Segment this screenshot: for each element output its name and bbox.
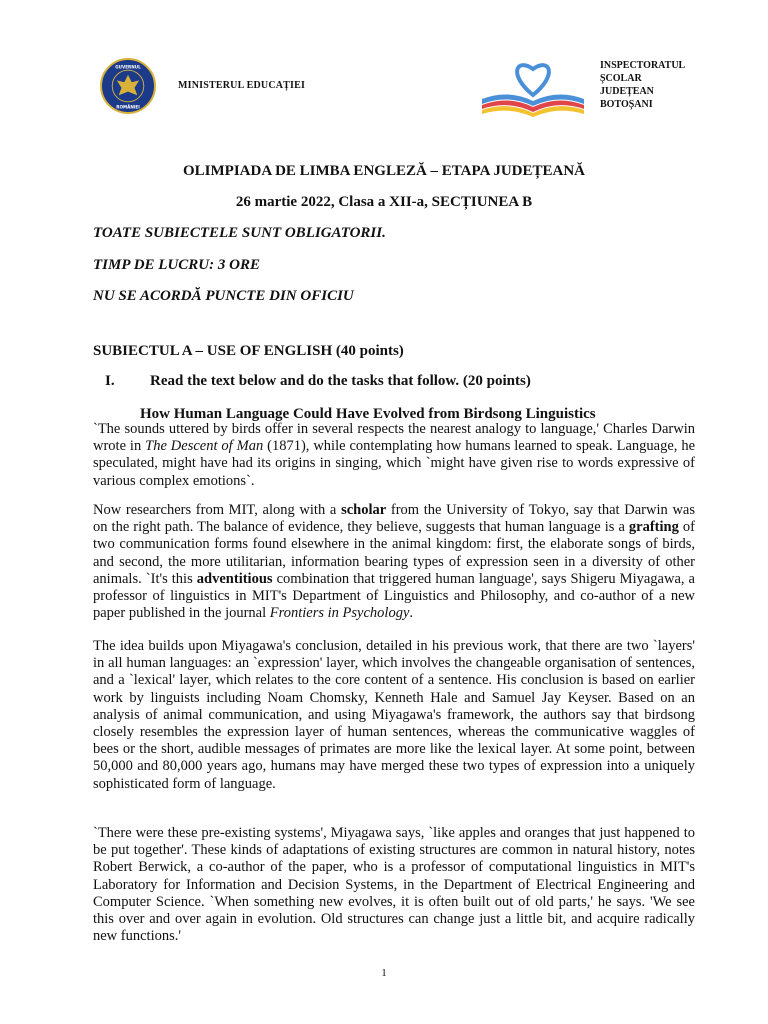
isj-line: ȘCOLAR — [600, 73, 642, 84]
government-seal-icon — [100, 58, 156, 114]
instruction-no-points: NU SE ACORDĂ PUNCTE DIN OFICIU — [93, 288, 354, 304]
page-number: 1 — [381, 967, 387, 979]
vocab-word-grafting: grafting — [628, 519, 679, 536]
article-title: How Human Language Could Have Evolved from Birdsong Linguistics — [140, 406, 596, 422]
subject-heading: SUBIECTUL A – USE OF ENGLISH (40 points) — [93, 343, 404, 359]
paragraph-text: . — [409, 605, 414, 622]
paragraph-text: `The sounds uttered by birds offer in several respects the nearest analogy to language,' Charles Darwin wrote in — [93, 421, 695, 455]
ministry-name: MINISTERUL EDUCAȚIEI — [178, 80, 306, 91]
isj-name — [600, 59, 685, 111]
task-instruction: Read the text below and do the tasks that follow. (20 points) — [150, 373, 531, 389]
paragraph-text: combination that triggered human language', says Shigeru Miyagawa, a professor of linguistics in MIT's Department of Linguistics and Philosophy, and co-author of a new paper published in the journal — [93, 570, 695, 622]
journal-title: Frontiers in Psychology — [269, 605, 410, 622]
paragraph-2 — [93, 502, 695, 622]
isj-line: BOTOȘANI — [600, 99, 653, 110]
isj-line: JUDEȚEAN — [600, 86, 654, 97]
svg-text:GUVERNUL: GUVERNUL — [115, 64, 141, 70]
task-number: I. — [105, 373, 115, 389]
isj-book-heart-logo-icon — [478, 55, 588, 117]
vocab-word-adventitious: adventitious — [196, 570, 273, 587]
paragraph-text: Now researchers from MIT, along with a — [93, 502, 342, 518]
paragraph-text: (1871), while contemplating how humans learned to speak. Language, he speculated, might have had its origins in singing, which `might have given rise to words expressive of various complex emotions`. — [93, 438, 695, 489]
paragraph-text: of two communication forms found elsewhere in the animal kingdom: first, the elaborate songs of birds, and second, the more utilitarian, information bearing types of expression seen in a diversity of other animals. `It's this — [93, 519, 695, 587]
date-class-title: 26 martie 2022, Clasa a XII-a, SECȚIUNEA B — [235, 194, 533, 210]
paragraph-1 — [93, 421, 695, 490]
instruction-time: TIMP DE LUCRU: 3 ORE — [93, 257, 260, 273]
olympiad-title: OLIMPIADA DE LIMBA ENGLEZĂ – ETAPA JUDEȚEANĂ — [183, 163, 585, 179]
instruction-mandatory: TOATE SUBIECTELE SUNT OBLIGATORII. — [93, 225, 386, 241]
paragraph-3: The idea builds upon Miyagawa's conclusion, detailed in his previous work, that there are two `layers' in all human languages: an `expression' layer, which involves the changeable organisation of sentences, and a `lexical' layer, which relates to the core content of a sentence. His conclusion is based on earlier work by linguists including Noam Chomsky, Kenneth Hale and Samuel Jay Keyser. Based on an analysis of animal communication, and using Miyagawa's framework, the authors say that birdsong closely resembles the expression layer of human sentences, whereas the communicative waggles of bees or the short, audible messages of primates are more like the lexical layer. At some point, between 50,000 and 80,000 years ago, humans may have merged these two types of expression into a uniquely sophisticated form of language. — [93, 638, 695, 792]
svg-text:ROMÂNIEI: ROMÂNIEI — [116, 104, 140, 110]
paragraph-text: from the University of Tokyo, say that Darwin was on the right path. The balance of evidence, they believe, suggests that human language is a — [93, 502, 695, 536]
book-title: The Descent of Man — [145, 438, 264, 455]
vocab-word-scholar: scholar — [341, 502, 387, 518]
isj-line: INSPECTORATUL — [600, 60, 686, 71]
paragraph-4: `There were these pre-existing systems', Miyagawa says, `like apples and oranges that just happened to be put together'. These kinds of adaptations of existing structures are common in natural history, notes Robert Berwick, a co-author of the paper, who is a professor of computational linguistics in MIT's Laboratory for Information and Decision Systems, in the Department of Electrical Engineering and Computer Science. `When something new evolves, it is often built out of old parts,' he says. 'We see this over and over again in evolution. Old structures can change just a little bit, and acquire radically new functions.' — [93, 825, 695, 945]
